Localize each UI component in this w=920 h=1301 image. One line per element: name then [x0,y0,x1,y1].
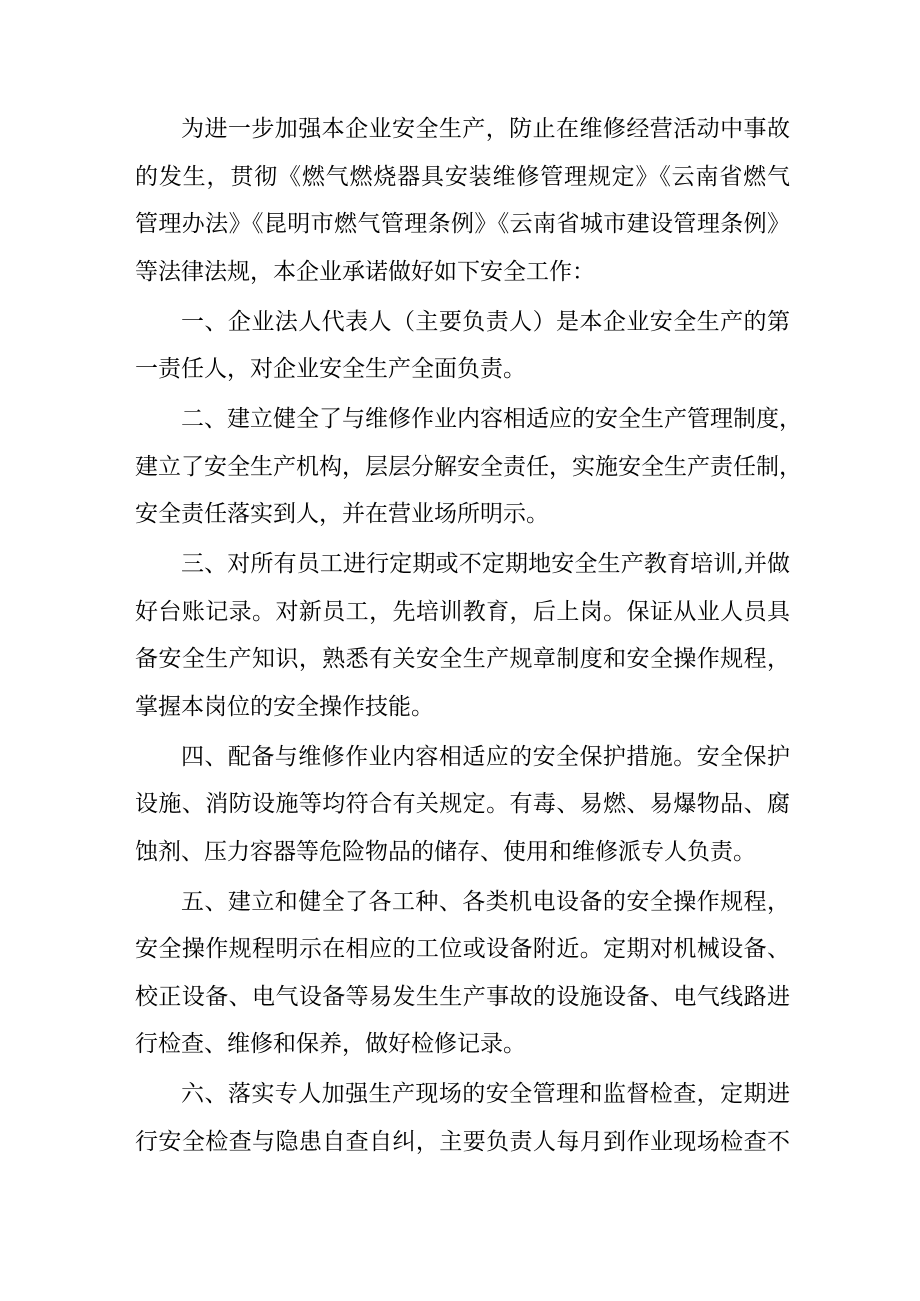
text-line: 蚀剂、压力容器等危险物品的储存、使用和维修派专人负责。 [135,838,756,865]
text-line: 备安全生产知识，熟悉有关安全生产规章制度和安全操作规程， [135,646,790,672]
text-line: 掌握本岗位的安全操作技能。 [135,693,434,720]
text-line: 建立了安全生产机构，层层分解安全责任，实施安全生产责任制， [135,453,802,480]
paragraph-item-3 [135,541,790,731]
text-line: 管理办法》《昆明市燃气管理条例》《云南省城市建设管理条例》 [135,211,790,237]
text-line: 行安全检查与隐患自查自纠，主要负责人每月到作业现场检查不 [135,1128,790,1155]
text-line: 的发生，贯彻《燃气燃烧器具安装维修管理规定》《云南省燃气 [135,163,790,190]
text-line: 设施、消防设施等均符合有关规定。有毒、易燃、易爆物品、腐 [135,791,790,817]
text-line: 安全责任落实到人，并在营业场所明示。 [135,501,549,527]
text-line: 安全操作规程明示在相应的工位或设备附近。定期对机械设备、 [135,936,790,962]
text-line: 四、配备与维修作业内容相适应的安全保护措施。安全保护 [181,743,790,770]
document-body [135,106,802,1169]
paragraph-item-2 [135,396,802,539]
text-line: 六、落实专人加强生产现场的安全管理和监督检查，定期进 [181,1081,790,1107]
text-line: 五、建立和健全了各工种、各类机电设备的安全操作规程， [181,888,790,915]
text-line: 一责任人，对企业安全生产全面负责。 [135,356,526,382]
paragraph-intro [135,106,790,296]
paragraph-item-1 [135,299,790,394]
text-line: 二、建立健全了与维修作业内容相适应的安全生产管理制度， [181,406,802,432]
paragraph-item-5 [135,879,790,1069]
text-line: 行检查、维修和保养，做好检修记录。 [135,1031,526,1057]
text-line: 三、对所有员工进行定期或不定期地安全生产教育培训,并做 [181,551,790,577]
text-line: 校正设备、电气设备等易发生生产事故的设施设备、电气线路进 [135,983,790,1010]
text-line: 一、企业法人代表人（主要负责人）是本企业安全生产的第 [181,308,790,335]
paragraph-item-6 [135,1071,790,1166]
text-line: 等法律法规，本企业承诺做好如下安全工作： [135,258,595,285]
paragraph-item-4 [135,734,790,877]
text-line: 为进一步加强本企业安全生产，防止在维修经营活动中事故 [181,116,790,142]
text-line: 好台账记录。对新员工，先培训教育，后上岗。保证从业人员具 [135,598,790,625]
